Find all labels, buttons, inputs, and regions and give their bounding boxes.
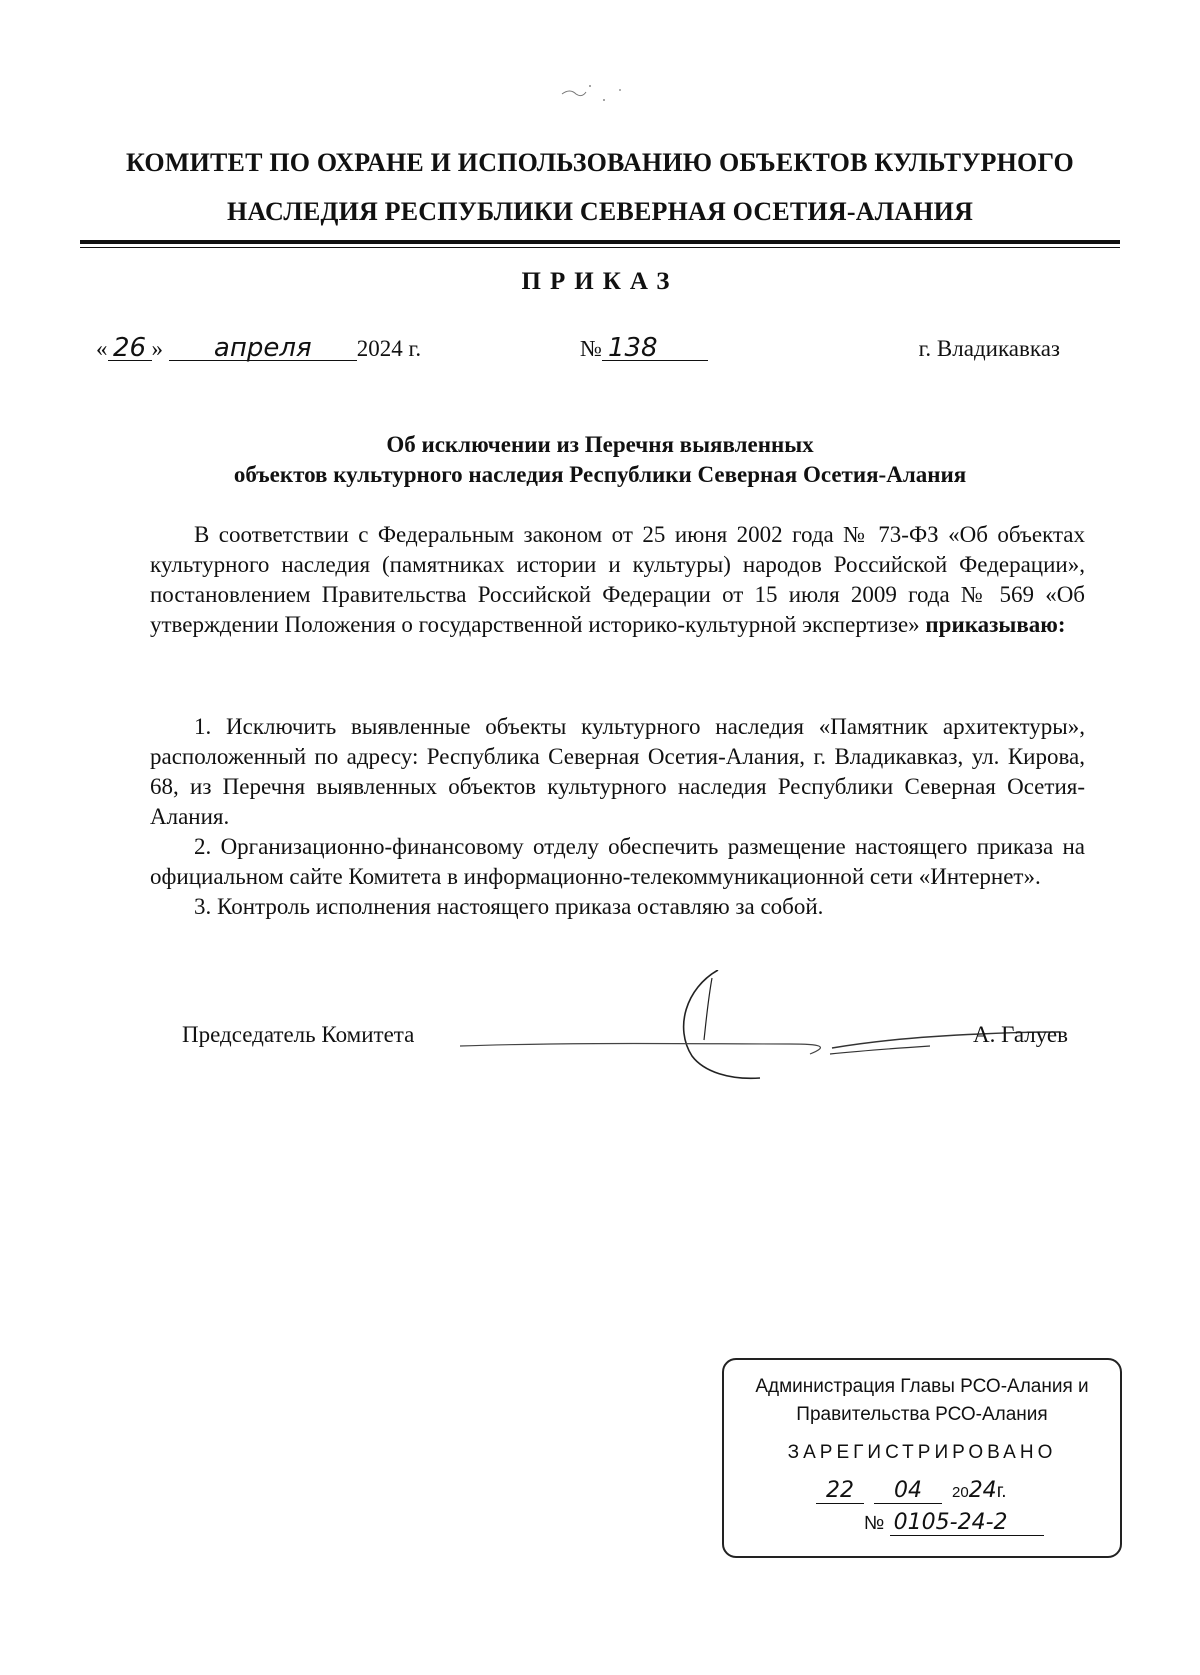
order-item-1: 1. Исключить выявленные объекты культурного наследия «Памятник архитектуры», расположенный по адресу: Республика Северная Осетия-Алания, г. Владикавказ, ул. Кирова, 68, из Перечня выявленных объектов культурного наследия Республики Северная Осетия-Алания. — [150, 714, 1085, 829]
subject-line-1: Об исключении из Перечня выявленных — [386, 432, 814, 457]
order-number — [580, 333, 708, 363]
number-value: 138 — [602, 336, 708, 361]
organization-title-line-1: КОМИТЕТ ПО ОХРАНЕ И ИСПОЛЬЗОВАНИЮ ОБЪЕКТОВ КУЛЬТУРНОГО — [126, 148, 1074, 177]
order-items — [150, 712, 1085, 922]
stamp-number-sign: № — [864, 1513, 885, 1534]
preamble-text: В соответствии с Федеральным законом от 25 июня 2002 года № 73-ФЗ «Об объектах культурного наследия (памятниках истории и культуры) народов Российской Федерации», постановлением Правительства Российской Федерации от 15 июля 2009 года № 569 «Об утверждении Положения о государственной историко-культурной экспертизе» — [150, 522, 1085, 637]
document-type-heading: ПРИКАЗ — [521, 268, 679, 295]
preamble-order-word: приказываю: — [925, 612, 1066, 637]
subject-line-2: объектов культурного наследия Республики Северная Осетия-Алания — [233, 462, 967, 487]
date-quote-close: » — [151, 336, 163, 361]
stamp-number — [864, 1510, 1044, 1536]
order-item-3: 3. Контроль исполнения настоящего приказа оставляю за собой. — [194, 894, 824, 919]
stamp-number-value: 0105-24-2 — [890, 1510, 1044, 1536]
date-day: 26 — [108, 336, 152, 361]
stamp-status: ЗАРЕГИСТРИРОВАНО — [787, 1442, 1057, 1463]
signatory-position: Председатель Комитета — [182, 1022, 415, 1047]
stamp-date — [816, 1478, 1007, 1504]
number-sign: № — [580, 336, 602, 361]
preamble-paragraph — [150, 520, 1085, 640]
header-rule-thin — [80, 247, 1120, 248]
scan-speck-marks — [560, 76, 640, 116]
stamp-date-year-hand: 24 — [968, 1478, 997, 1503]
date-month: апреля — [169, 336, 357, 361]
stamp-date-year-prefix: 20 — [952, 1484, 969, 1501]
order-city: г. Владикавказ — [918, 336, 1060, 361]
stamp-org-line-1: Администрация Главы РСО-Алания и — [755, 1376, 1089, 1397]
order-subject — [150, 430, 1050, 490]
registration-stamp — [722, 1358, 1122, 1558]
organization-title-line-2: НАСЛЕДИЯ РЕСПУБЛИКИ СЕВЕРНАЯ ОСЕТИЯ-АЛАНИЯ — [226, 197, 974, 226]
stamp-date-month: 04 — [874, 1478, 942, 1504]
stamp-date-day: 22 — [816, 1478, 864, 1504]
stamp-date-year-suffix: г. — [996, 1481, 1007, 1502]
handwritten-signature — [460, 970, 1060, 1090]
signatory-name: А. Галуев — [973, 1022, 1068, 1047]
order-date — [96, 333, 422, 363]
date-year: 2024 г. — [356, 336, 422, 361]
date-quote-open: « — [96, 336, 108, 361]
stamp-org-line-2: Правительства РСО-Алания — [796, 1404, 1048, 1425]
organization-title — [80, 138, 1120, 236]
header-rule-thick — [80, 240, 1120, 244]
order-item-2: 2. Организационно-финансовому отделу обеспечить размещение настоящего приказа на официальном сайте Комитета в информационно-телекоммуникационной сети «Интернет». — [150, 834, 1085, 889]
